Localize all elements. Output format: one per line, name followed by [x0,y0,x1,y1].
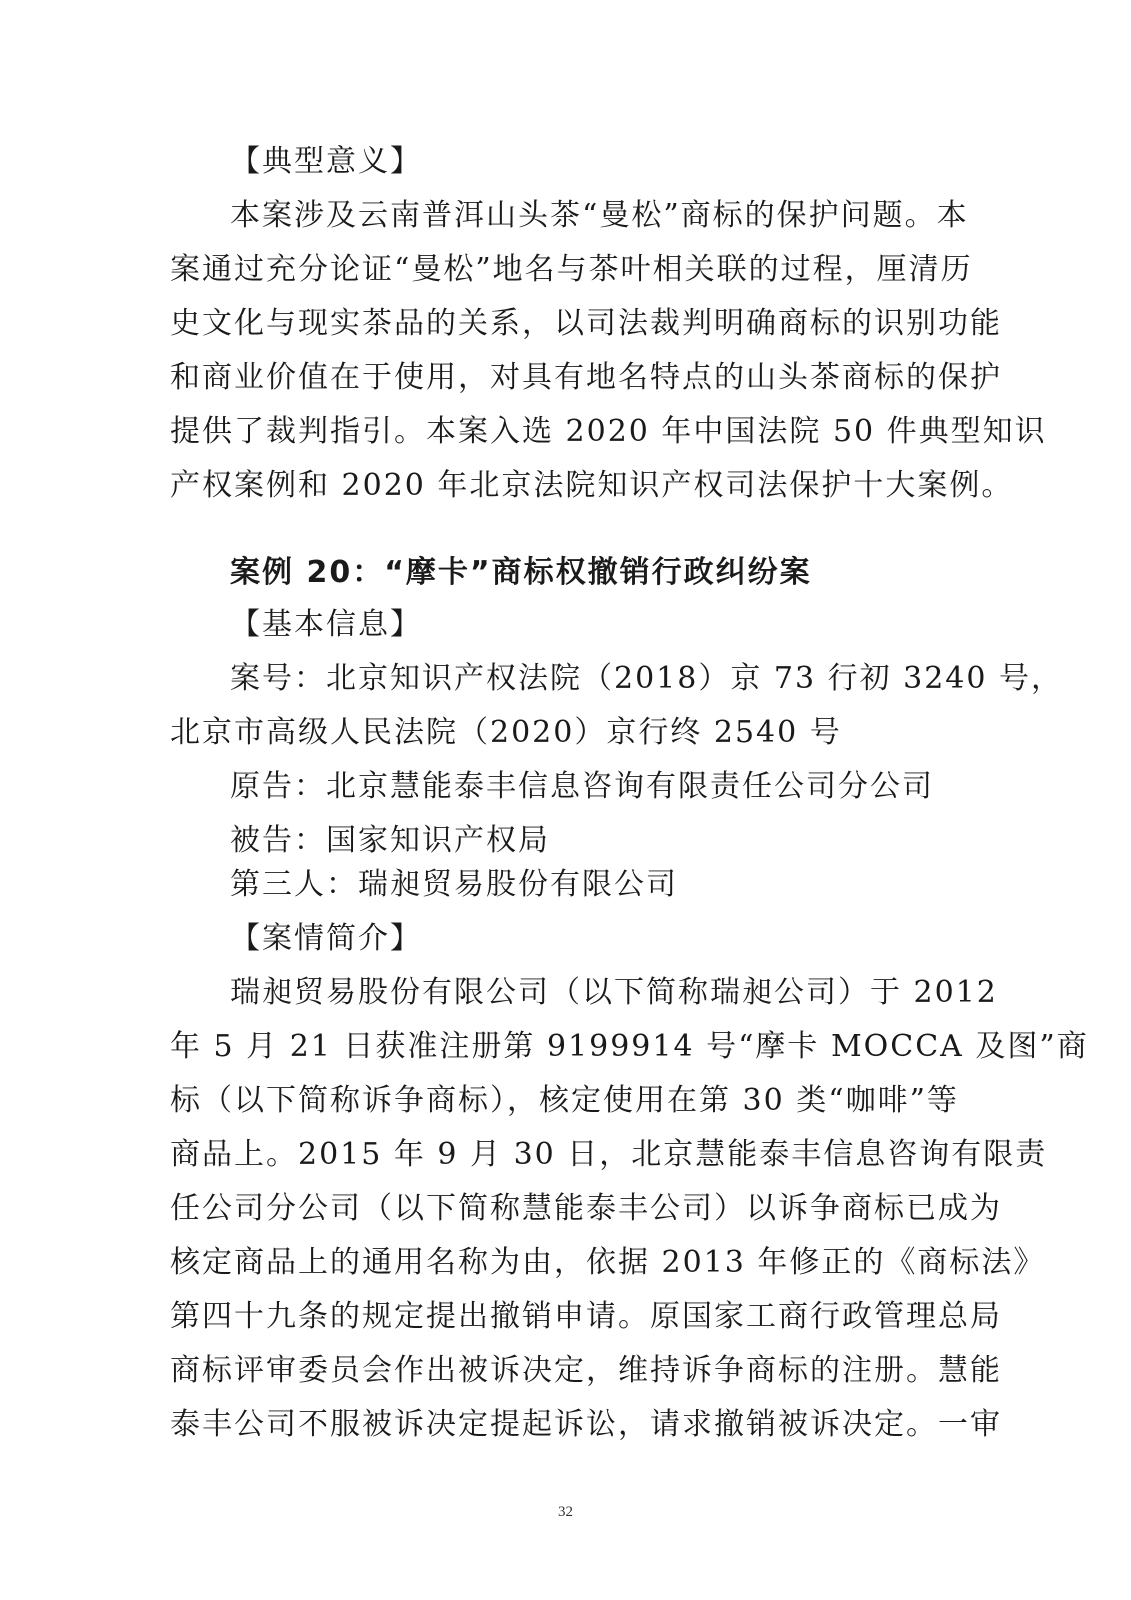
summary-line: 瑞昶贸易股份有限公司（以下简称瑞昶公司）于 2012 [230,975,998,1010]
significance-line: 本案涉及云南普洱山头茶“曼松”商标的保护问题。本 [230,198,969,233]
summary-line: 核定商品上的通用名称为由，依据 2013 年修正的《商标法》 [170,1245,1046,1280]
page-number: 32 [558,1504,573,1520]
significance-heading: 【典型意义】 [230,144,422,179]
summary-line: 商品上。2015 年 9 月 30 日，北京慧能泰丰信息咨询有限责 [170,1137,1048,1172]
basic-info-heading: 【基本信息】 [230,607,422,642]
defendant-line: 被告：国家知识产权局 [230,823,550,858]
significance-line: 案通过充分论证“曼松”地名与茶叶相关联的过程，厘清历 [170,252,973,287]
summary-line: 商标评审委员会作出被诉决定，维持诉争商标的注册。慧能 [170,1353,1002,1388]
plaintiff-line: 原告：北京慧能泰丰信息咨询有限责任公司分公司 [230,769,934,804]
case-number-line: 北京市高级人民法院（2020）京行终 2540 号 [170,715,842,750]
significance-line: 提供了裁判指引。本案入选 2020 年中国法院 50 件典型知识 [170,414,1047,449]
third-party-line: 第三人：瑞昶贸易股份有限公司 [230,867,678,902]
summary-line: 年 5 月 21 日获准注册第 9199914 号“摩卡 MOCCA 及图”商 [170,1029,1089,1064]
summary-line: 标（以下简称诉争商标），核定使用在第 30 类“咖啡”等 [170,1083,959,1118]
summary-line: 第四十九条的规定提出撤销申请。原国家工商行政管理总局 [170,1299,1002,1334]
summary-heading: 【案情简介】 [230,921,422,956]
significance-line: 史文化与现实茶品的关系，以司法裁判明确商标的识别功能 [170,306,1002,341]
significance-line: 和商业价值在于使用，对具有地名特点的山头茶商标的保护 [170,360,1002,395]
significance-line: 产权案例和 2020 年北京法院知识产权司法保护十大案例。 [170,468,1014,503]
summary-line: 泰丰公司不服被诉决定提起诉讼，请求撤销被诉决定。一审 [170,1407,1002,1442]
case-number-line: 案号：北京知识产权法院（2018）京 73 行初 3240 号， [230,661,1064,696]
summary-line: 任公司分公司（以下简称慧能泰丰公司）以诉争商标已成为 [170,1191,1002,1226]
case-title: 案例 20：“摩卡”商标权撤销行政纠纷案 [230,555,812,590]
